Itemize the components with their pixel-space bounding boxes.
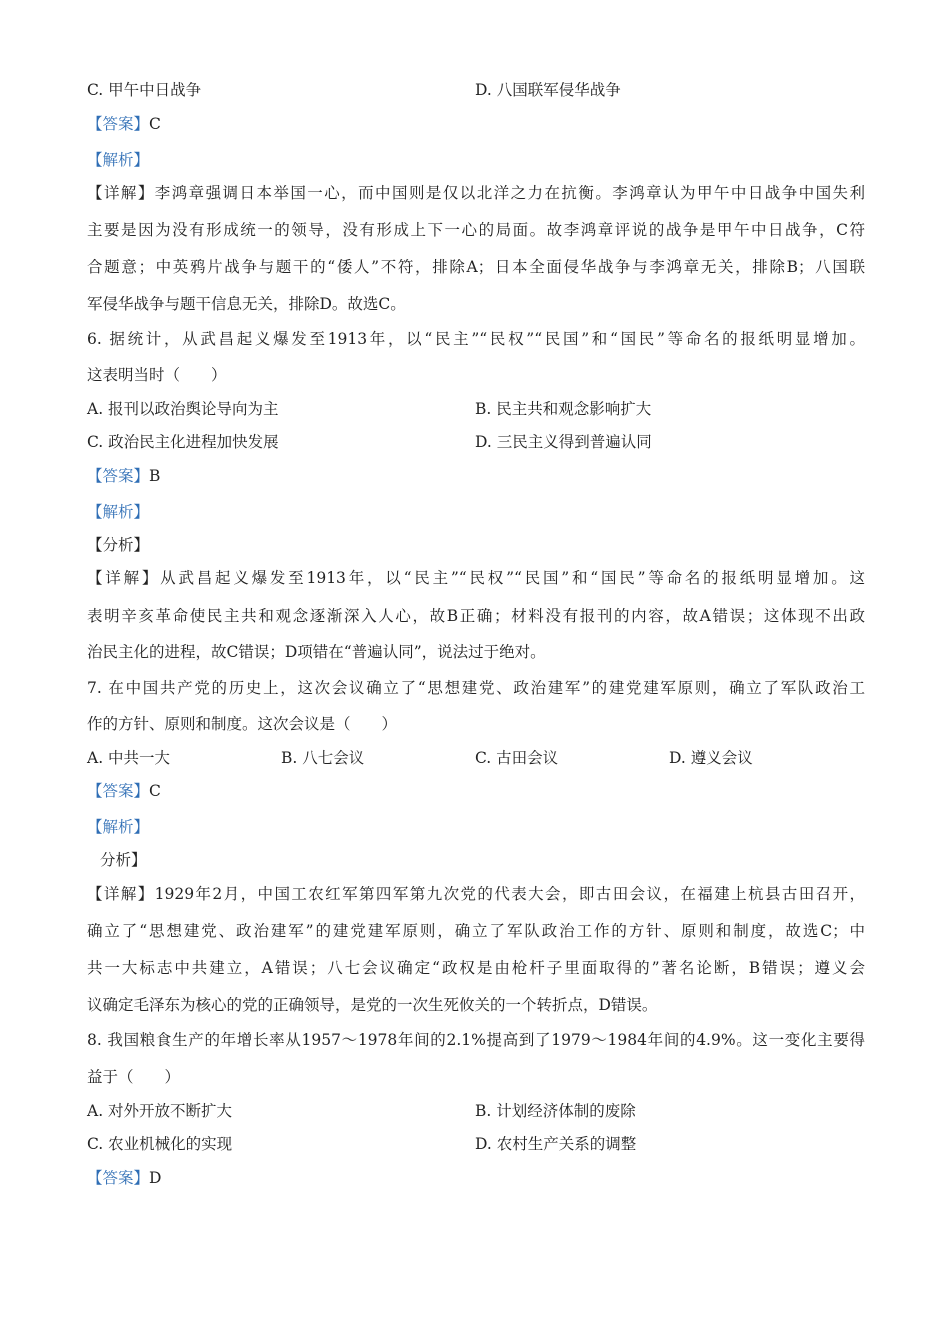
option-b: B. 民主共和观念影响扩大 [475, 400, 652, 418]
option-c: C. 政治民主化进程加快发展 [87, 433, 279, 451]
option-a: A. 对外开放不断扩大 [87, 1102, 233, 1120]
option-b: B. 八七会议 [281, 749, 365, 767]
detail-line: 共一大标志中共建立，A错误；八七会议确定“政权是由枪杆子里面取得的”著名论断，B错误；遵义会 [87, 959, 865, 977]
fenxi-tag: 【分析】 [87, 536, 150, 554]
question-stem: 这表明当时（ ） [87, 366, 227, 384]
answer-tag: 【答案】 [87, 782, 150, 800]
analysis-tag: 【解析】 [87, 151, 150, 169]
detail-line: 议确定毛泽东为核心的党的正确领导，是党的一次生死攸关的一个转折点，D错误。 [87, 996, 658, 1014]
answer-value: B [149, 467, 161, 485]
question-stem: 益于（ ） [87, 1068, 181, 1086]
option-d: D. 三民主义得到普遍认同 [475, 433, 652, 451]
option-c: C. 甲午中日战争 [87, 81, 202, 99]
answer-value: C [149, 782, 161, 800]
question-stem: 7. 在中国共产党的历史上，这次会议确立了“思想建党、政治建军”的建党建军原则，确立了军队政治工 [87, 679, 865, 697]
question-stem: 8. 我国粮食生产的年增长率从1957～1978年间的2.1%提高到了1979～1984年间的4.9%。这一变化主要得 [87, 1031, 865, 1049]
analysis-tag: 【解析】 [87, 818, 150, 836]
fenxi-tag: 分析】 [100, 851, 147, 869]
detail-line: 治民主化的进程，故C错误；D项错在“普遍认同”，说法过于绝对。 [87, 643, 546, 661]
option-b: B. 计划经济体制的废除 [475, 1102, 636, 1120]
detail-line: 【详解】李鸿章强调日本举国一心，而中国则是仅以北洋之力在抗衡。李鸿章认为甲午中日战争中国失利 [87, 184, 865, 202]
question-stem: 6. 据统计，从武昌起义爆发至1913年，以“民主”“民权”“民国”和“国民”等命名的报纸明显增加。 [87, 330, 865, 348]
detail-line: 合题意；中英鸦片战争与题干的“倭人”不符，排除A；日本全面侵华战争与李鸿章无关，排除B；八国联 [87, 258, 865, 276]
detail-line: 【详解】1929年2月，中国工农红军第四军第九次党的代表大会，即古田会议，在福建上杭县古田召开， [87, 885, 865, 903]
option-c: C. 古田会议 [475, 749, 559, 767]
option-a: A. 中共一大 [87, 749, 171, 767]
detail-line: 表明辛亥革命使民主共和观念逐渐深入人心，故B正确；材料没有报刊的内容，故A错误；这体现不出政 [87, 607, 865, 625]
answer-value: D [149, 1169, 162, 1187]
answer-tag: 【答案】 [87, 1169, 150, 1187]
answer-line [87, 466, 865, 486]
option-c: C. 农业机械化的实现 [87, 1135, 233, 1153]
option-d: D. 农村生产关系的调整 [475, 1135, 637, 1153]
answer-line [87, 1168, 865, 1188]
detail-line: 军侵华战争与题干信息无关，排除D。故选C。 [87, 295, 406, 313]
detail-line: 主要是因为没有形成统一的领导，没有形成上下一心的局面。故李鸿章评说的战争是甲午中日战争，C符 [87, 221, 865, 239]
option-a: A. 报刊以政治舆论导向为主 [87, 400, 279, 418]
answer-line [87, 781, 865, 801]
detail-line: 确立了“思想建党、政治建军”的建党建军原则，确立了军队政治工作的方针、原则和制度，故选C；中 [87, 922, 865, 940]
answer-tag: 【答案】 [87, 467, 150, 485]
option-d: D. 遵义会议 [669, 749, 753, 767]
detail-line: 【详解】从武昌起义爆发至1913年，以“民主”“民权”“民国”和“国民”等命名的报纸明显增加。这 [87, 569, 865, 587]
answer-line [87, 114, 865, 134]
question-stem: 作的方针、原则和制度。这次会议是（ ） [87, 715, 398, 733]
option-d: D. 八国联军侵华战争 [475, 81, 621, 99]
analysis-tag: 【解析】 [87, 503, 150, 521]
answer-tag: 【答案】 [87, 115, 150, 133]
answer-value: C [149, 115, 161, 133]
